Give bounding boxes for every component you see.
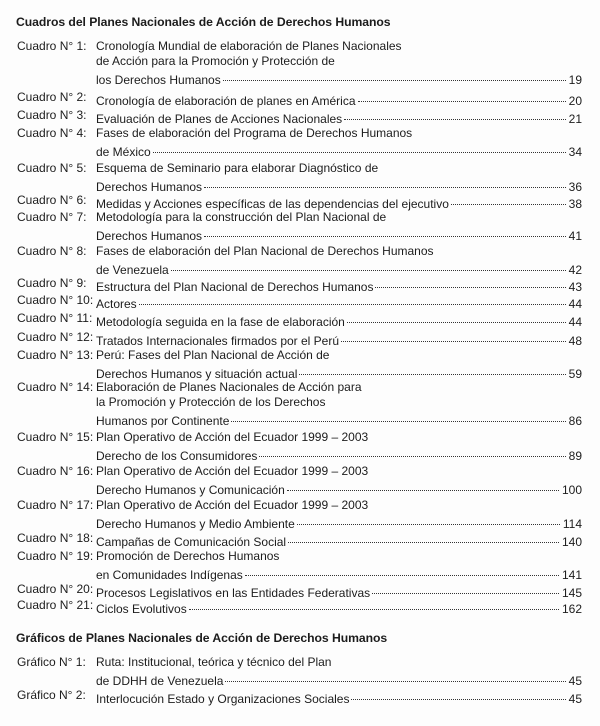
- cuadro-entry: [17, 549, 582, 582]
- cuadro-entry: [17, 330, 582, 348]
- entry-body: [96, 126, 582, 159]
- entry-body: [96, 244, 582, 277]
- entry-title-line: de México: [96, 145, 151, 159]
- entry-title-line: Fases de elaboración del Plan Nacional de Derechos Humanos: [96, 244, 434, 258]
- cuadro-entry: [17, 430, 582, 463]
- entry-label: Cuadro N° 7:: [17, 210, 87, 224]
- dot-leader: [245, 564, 559, 579]
- entry-label: Cuadro N° 12:: [17, 330, 94, 344]
- page-number: 114: [562, 517, 582, 531]
- dot-leader: [297, 513, 560, 528]
- page-number: 48: [568, 334, 582, 348]
- entry-title-line: Cronología Mundial de elaboración de Planes Nacionales: [96, 39, 402, 53]
- entry-title-line: Derecho de los Consumidores: [96, 449, 258, 463]
- entry-title-line: Derechos Humanos: [96, 229, 203, 243]
- entry-body: [96, 193, 582, 211]
- entry-body: [96, 90, 582, 108]
- entry-title-line: de Acción para la Promoción y Protección de: [96, 54, 335, 68]
- entry-title-line: Elaboración de Planes Nacionales de Acción para: [96, 380, 362, 394]
- cuadro-entry: [17, 498, 582, 531]
- cuadro-entry: [17, 244, 582, 277]
- page-number: 145: [561, 586, 582, 600]
- entry-label: Cuadro N° 3:: [17, 108, 87, 122]
- entry-last-line: [96, 193, 582, 211]
- entry-label: Cuadro N° 17:: [17, 498, 94, 512]
- entry-title-line: Ciclos Evolutivos: [96, 602, 187, 616]
- entry-title-line: Derechos Humanos: [96, 180, 203, 194]
- entry-label: Cuadro N° 15:: [17, 430, 94, 444]
- entry-label: Cuadro N° 9:: [17, 276, 87, 290]
- cuadro-entry: [17, 531, 582, 549]
- entry-title-line: de DDHH de Venezuela: [96, 674, 224, 688]
- entry-title-line: de Venezuela: [96, 263, 169, 277]
- entry-title-line: Metodología para la construcción del Plan Nacional de: [96, 210, 387, 224]
- entry-body: [96, 380, 582, 428]
- entry-last-line: [96, 141, 582, 159]
- dot-leader: [259, 445, 565, 460]
- entry-body: [96, 464, 582, 497]
- dot-leader: [225, 670, 565, 685]
- entry-last-line: [96, 311, 582, 329]
- cuadro-entry: [17, 348, 582, 381]
- entry-title-line: Humanos por Continente: [96, 414, 230, 428]
- cuadro-entry: [17, 39, 582, 87]
- entry-body: [96, 688, 582, 706]
- page-number: 43: [568, 280, 582, 294]
- entry-last-line: [96, 293, 582, 311]
- entry-last-line: [96, 410, 582, 428]
- cuadro-entry: [17, 90, 582, 108]
- dot-leader: [288, 531, 559, 546]
- entry-label: Cuadro N° 6:: [17, 193, 87, 207]
- page-number: 21: [568, 112, 582, 126]
- page-number: 162: [561, 602, 582, 616]
- entry-title-line: Fases de elaboración del Programa de Derechos Humanos: [96, 126, 413, 140]
- cuadro-entry: [17, 126, 582, 159]
- entry-title-line: Tratados Internacionales firmados por el Perú: [96, 334, 340, 348]
- entry-title-line: Esquema de Seminario para elaborar Diagnóstico de: [96, 161, 379, 175]
- dot-leader: [351, 688, 565, 703]
- entry-label: Cuadro N° 11:: [17, 311, 93, 325]
- page-number: 38: [568, 197, 582, 211]
- entry-last-line: [96, 445, 582, 463]
- dot-leader: [451, 193, 566, 208]
- cuadro-entry: [17, 293, 582, 311]
- dot-leader: [171, 259, 566, 274]
- entry-last-line: [96, 479, 582, 497]
- entry-title-line: Cronología de elaboración de planes en América: [96, 94, 356, 108]
- page-number: 19: [568, 73, 582, 87]
- entry-body: [96, 293, 582, 311]
- page-number: 34: [568, 145, 582, 159]
- entry-body: [96, 276, 582, 294]
- entry-title-line: en Comunidades Indígenas: [96, 568, 243, 582]
- entry-body: [96, 108, 582, 126]
- entry-last-line: [96, 670, 582, 688]
- entry-last-line: [96, 259, 582, 277]
- entry-last-line: [96, 513, 582, 531]
- page-number: 36: [568, 180, 582, 194]
- entry-last-line: [96, 69, 582, 87]
- entry-label: Cuadro N° 10:: [17, 293, 94, 307]
- dot-leader: [189, 598, 559, 613]
- entry-last-line: [96, 598, 582, 616]
- entry-last-line: [96, 531, 582, 549]
- entry-label: Cuadro N° 5:: [17, 161, 87, 175]
- entry-body: [96, 655, 582, 688]
- dot-leader: [358, 90, 566, 105]
- entry-title-line: Metodología seguida en la fase de elaboración: [96, 315, 345, 329]
- entry-last-line: [96, 564, 582, 582]
- entry-label: Cuadro N° 16:: [17, 464, 94, 478]
- cuadro-entry: [17, 210, 582, 243]
- entry-last-line: [96, 225, 582, 243]
- cuadro-entry: [17, 161, 582, 194]
- entry-label: Cuadro N° 21:: [17, 598, 94, 612]
- entry-label: Cuadro N° 4:: [17, 126, 87, 140]
- dot-leader: [299, 363, 565, 378]
- page-number: 141: [561, 568, 582, 582]
- dot-leader: [341, 330, 566, 345]
- entry-title-line: Perú: Fases del Plan Nacional de Acción de: [96, 348, 330, 362]
- cuadro-entry: [17, 464, 582, 497]
- page-number: 20: [568, 94, 582, 108]
- page-number: 42: [568, 263, 582, 277]
- entry-label: Cuadro N° 20:: [17, 582, 94, 596]
- entry-title-line: Campañas de Comunicación Social: [96, 535, 287, 549]
- entry-body: [96, 531, 582, 549]
- entry-title-line: Actores: [96, 297, 137, 311]
- dot-leader: [223, 69, 566, 84]
- entry-last-line: [96, 90, 582, 108]
- entry-title-line: Derecho Humanos y Medio Ambiente: [96, 517, 295, 531]
- entry-title-line: Promoción de Derechos Humanos: [96, 549, 280, 563]
- cuadro-entry: [17, 598, 582, 616]
- entry-body: [96, 549, 582, 582]
- page-number: 45: [568, 692, 582, 706]
- entry-label: Cuadro N° 18:: [17, 531, 94, 545]
- entry-body: [96, 430, 582, 463]
- entry-title-line: Derechos Humanos y situación actual: [96, 367, 298, 381]
- entry-last-line: [96, 176, 582, 194]
- entry-title-line: Procesos Legislativos en las Entidades Federativas: [96, 586, 371, 600]
- entry-body: [96, 161, 582, 194]
- page-number: 86: [568, 414, 582, 428]
- entry-title-line: la Promoción y Protección de los Derechos: [96, 395, 326, 409]
- dot-leader: [153, 141, 566, 156]
- page-number: 44: [568, 297, 582, 311]
- entry-body: [96, 210, 582, 243]
- dot-leader: [204, 225, 566, 240]
- dot-leader: [204, 176, 566, 191]
- grafico-entry: [17, 688, 582, 706]
- entry-title-line: Derecho Humanos y Comunicación: [96, 483, 285, 497]
- entry-title-line: Evaluación de Planes de Acciones Nacionales: [96, 112, 343, 126]
- entry-last-line: [96, 363, 582, 381]
- entry-body: [96, 39, 582, 87]
- entry-label: Cuadro N° 8:: [17, 244, 87, 258]
- entry-last-line: [96, 688, 582, 706]
- entry-label: Cuadro N° 19:: [17, 549, 94, 563]
- dot-leader: [344, 108, 565, 123]
- cuadro-entry: [17, 108, 582, 126]
- cuadro-entry: [17, 380, 582, 428]
- dot-leader: [139, 293, 566, 308]
- page-number: 89: [568, 449, 582, 463]
- entry-last-line: [96, 108, 582, 126]
- entry-title-line: Plan Operativo de Acción del Ecuador 1999 – 2003: [96, 498, 369, 512]
- grafico-entry: [17, 655, 582, 688]
- entry-title-line: Plan Operativo de Acción del Ecuador 1999 – 2003: [96, 430, 369, 444]
- cuadro-entry: [17, 582, 582, 600]
- page-number: 44: [568, 315, 582, 329]
- entry-title-line: Medidas y Acciones específicas de las dependencias del ejecutivo: [96, 197, 449, 211]
- dot-leader: [347, 311, 566, 326]
- cuadros-section-title: Cuadros del Planes Nacionales de Acción de Derechos Humanos: [16, 15, 391, 29]
- entry-body: [96, 348, 582, 381]
- entry-title-line: Ruta: Institucional, teórica y técnico del Plan: [96, 655, 332, 669]
- cuadro-entry: [17, 276, 582, 294]
- entry-last-line: [96, 276, 582, 294]
- entry-label: Gráfico N° 1:: [17, 655, 86, 669]
- entry-label: Cuadro N° 2:: [17, 90, 87, 104]
- entry-title-line: los Derechos Humanos: [96, 73, 221, 87]
- entry-title-line: Estructura del Plan Nacional de Derechos Humanos: [96, 280, 374, 294]
- dot-leader: [231, 410, 565, 425]
- entry-body: [96, 582, 582, 600]
- entry-title-line: Interlocución Estado y Organizaciones Sociales: [96, 692, 350, 706]
- dot-leader: [372, 582, 559, 597]
- graficos-section-title: Gráficos de Planes Nacionales de Acción de Derechos Humanos: [16, 631, 388, 645]
- page-number: 41: [568, 229, 582, 243]
- cuadro-entry: [17, 193, 582, 211]
- entry-label: Gráfico N° 2:: [17, 688, 86, 702]
- entry-label: Cuadro N° 14:: [17, 380, 94, 394]
- page-number: 45: [568, 674, 582, 688]
- entry-label: Cuadro N° 13:: [17, 348, 94, 362]
- dot-leader: [375, 276, 565, 291]
- page-number: 59: [568, 367, 582, 381]
- entry-body: [96, 598, 582, 616]
- entry-last-line: [96, 582, 582, 600]
- page-number: 140: [561, 535, 582, 549]
- page-number: 100: [561, 483, 582, 497]
- cuadro-entry: [17, 311, 582, 329]
- entry-body: [96, 498, 582, 531]
- entry-title-line: Plan Operativo de Acción del Ecuador 1999 – 2003: [96, 464, 369, 478]
- dot-leader: [287, 479, 559, 494]
- entry-body: [96, 311, 582, 329]
- entry-label: Cuadro N° 1:: [17, 39, 87, 53]
- entry-body: [96, 330, 582, 348]
- entry-last-line: [96, 330, 582, 348]
